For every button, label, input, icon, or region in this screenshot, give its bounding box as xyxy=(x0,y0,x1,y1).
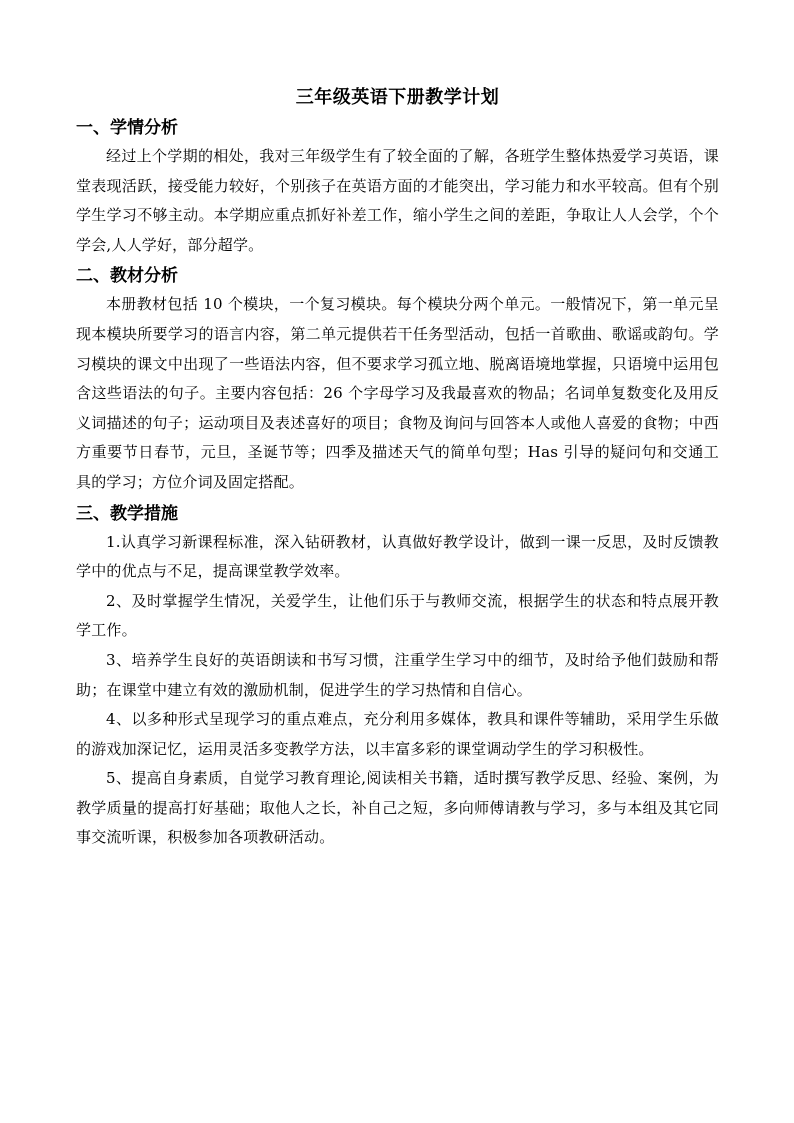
document-title: 三年级英语下册教学计划 xyxy=(295,87,500,108)
measure-item-3: 3、培养学生良好的英语朗读和书写习惯，注重学生学习中的细节，及时给予他们鼓励和帮助；在课堂中建立有效的激励机制，促进学生的学习热情和自信心。 xyxy=(76,650,719,699)
section-heading: 二、教材分析 xyxy=(76,266,178,287)
measure-item-5: 5、提高自身素质，自觉学习教育理论,阅读相关书籍，适时撰写教学反思、经验、案例，为教学质量的提高打好基础；取他人之长，补自己之短，多向师傅请教与学习，多与本组及其它同事交流听课，积极参加各项教研活动。 xyxy=(76,769,719,847)
section-textbook-analysis xyxy=(76,262,719,497)
measure-item-2: 2、及时掌握学生情况，关爱学生，让他们乐于与教师交流，根据学生的状态和特点展开教学工作。 xyxy=(76,591,719,640)
section-teaching-measures xyxy=(76,500,719,854)
document-body xyxy=(76,86,719,853)
section-heading: 一、学情分析 xyxy=(76,118,178,138)
section-paragraph: 本册教材包括 10 个模块，一个复习模块。每个模块分两个单元。一般情况下，第一单元呈现本模块所要学习的语言内容，第二单元提供若干任务型活动，包括一首歌曲、歌谣或韵句。学习模块的课文中出现了一些语法内容，但不要求学习孤立地、脱离语境地掌握，只语境中运用包含这些语法的句子。主要内容包括：26 个字母学习及我最喜欢的物品；名词单复数变化及用反义词描述的句子；运动项目及表述喜好的项目；食物及询问与回答本人或他人喜爱的食物；中西方重要节日春节，元旦，圣诞节等；四季及描述天气的简单句型；Has 引导的疑问句和交通工具的学习；方位介词及固定搭配。 xyxy=(76,295,719,491)
section-heading: 三、教学措施 xyxy=(76,503,178,524)
section-paragraph: 经过上个学期的相处，我对三年级学生有了较全面的了解，各班学生整体热爱学习英语，课堂表现活跃，接受能力较好，个别孩子在英语方面的才能突出，学习能力和水平较高。但有个别学生学习不够主动。本学期应重点抓好补差工作，缩小学生之间的差距，争取让人人会学，个个学会,人人学好，部分超学。 xyxy=(76,147,719,254)
section-student-analysis xyxy=(76,114,719,260)
measure-item-1: 1.认真学习新课程标准，深入钻研教材，认真做好教学设计，做到一课一反思，及时反馈教学中的优点与不足，提高课堂教学效率。 xyxy=(76,532,719,581)
measure-item-4: 4、以多种形式呈现学习的重点难点，充分利用多媒体，教具和课件等辅助，采用学生乐做的游戏加深记忆，运用灵活多变教学方法，以丰富多彩的课堂调动学生的学习积极性。 xyxy=(76,710,719,758)
